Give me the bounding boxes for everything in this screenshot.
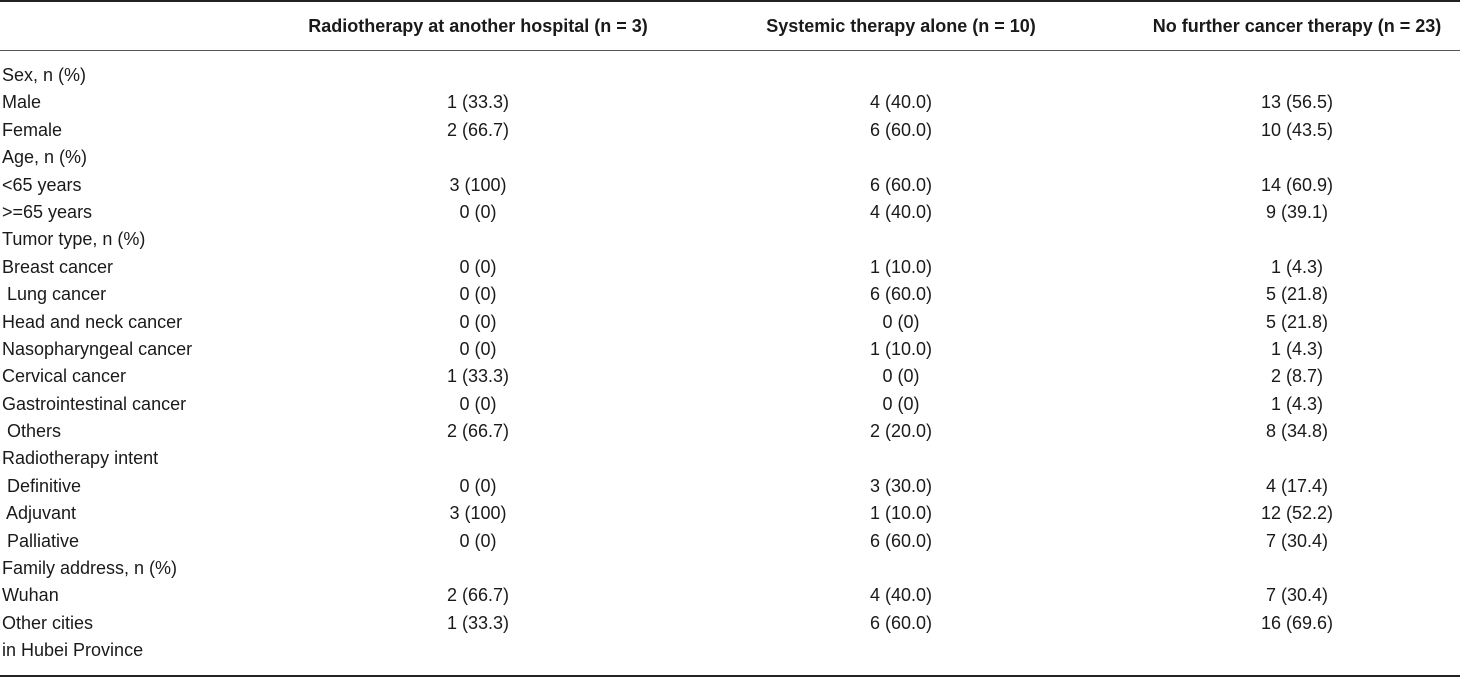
row-label: Breast cancer	[2, 256, 114, 277]
table-cell: 1 (10.0)	[869, 503, 933, 524]
table-row	[0, 418, 1460, 445]
table-cell: 0 (0)	[459, 338, 497, 359]
row-label: Age, n (%)	[2, 147, 88, 168]
table-cell: 8 (34.8)	[1265, 421, 1329, 442]
row-label: Adjuvant	[2, 503, 77, 524]
table-cell: 1 (10.0)	[869, 338, 933, 359]
table-cell: 4 (40.0)	[869, 585, 933, 606]
table-cell: 2 (20.0)	[869, 421, 933, 442]
table-cell: 1 (4.3)	[1270, 393, 1324, 414]
table-cell: 5 (21.8)	[1265, 284, 1329, 305]
table-row	[0, 473, 1460, 500]
table-cell: 2 (66.7)	[446, 585, 510, 606]
row-label: <65 years	[2, 174, 82, 195]
table-cell: 0 (0)	[459, 256, 497, 277]
table-row	[0, 336, 1460, 363]
column-header-no-further-therapy: No further cancer therapy (n = 23)	[1152, 16, 1442, 36]
table-cell: 10 (43.5)	[1260, 119, 1334, 140]
table-row	[0, 62, 1460, 89]
table-body	[0, 62, 1460, 665]
table-row	[0, 445, 1460, 472]
row-label: Family address, n (%)	[2, 558, 178, 579]
table-row	[0, 391, 1460, 418]
table-cell: 6 (60.0)	[869, 530, 933, 551]
table-cell: 2 (66.7)	[446, 421, 510, 442]
table-row	[0, 172, 1460, 199]
table-cell: 0 (0)	[882, 393, 920, 414]
table-cell: 5 (21.8)	[1265, 311, 1329, 332]
row-label: Gastrointestinal cancer	[2, 393, 187, 414]
table-cell: 6 (60.0)	[869, 284, 933, 305]
table-row	[0, 500, 1460, 527]
row-label: Wuhan	[2, 585, 59, 606]
row-label: Male	[2, 92, 42, 113]
row-label: Definitive	[2, 475, 82, 496]
table-cell: 3 (30.0)	[869, 475, 933, 496]
table-cell: 1 (33.3)	[446, 612, 510, 633]
table-row	[0, 555, 1460, 582]
table-cell: 7 (30.4)	[1265, 585, 1329, 606]
table-row	[0, 144, 1460, 171]
table-row	[0, 117, 1460, 144]
row-label: >=65 years	[2, 201, 93, 222]
table-cell: 0 (0)	[459, 311, 497, 332]
table-cell: 6 (60.0)	[869, 612, 933, 633]
table-cell: 1 (33.3)	[446, 92, 510, 113]
row-label: Cervical cancer	[2, 366, 127, 387]
table-cell: 14 (60.9)	[1260, 174, 1334, 195]
table-cell: 0 (0)	[882, 311, 920, 332]
table-row	[0, 199, 1460, 226]
row-label: Nasopharyngeal cancer	[2, 338, 193, 359]
table-row	[0, 582, 1460, 609]
table-row	[0, 528, 1460, 555]
table-cell: 6 (60.0)	[869, 119, 933, 140]
table-cell: 16 (69.6)	[1260, 612, 1334, 633]
table-cell: 0 (0)	[882, 366, 920, 387]
table-cell: 3 (100)	[449, 174, 507, 195]
row-label: Other cities in Hubei Province	[2, 612, 144, 661]
table-cell: 4 (40.0)	[869, 201, 933, 222]
row-label: Tumor type, n (%)	[2, 229, 146, 250]
table-header-row	[0, 0, 1460, 50]
table-cell: 13 (56.5)	[1260, 92, 1334, 113]
table-row	[0, 89, 1460, 116]
column-header-radiotherapy-other-hospital: Radiotherapy at another hospital (n = 3)	[308, 16, 648, 36]
table-cell: 0 (0)	[459, 393, 497, 414]
table-row	[0, 281, 1460, 308]
table-cell: 0 (0)	[459, 201, 497, 222]
row-label: Others	[2, 421, 62, 442]
table-cell: 0 (0)	[459, 284, 497, 305]
table-cell: 0 (0)	[459, 530, 497, 551]
table-cell: 2 (66.7)	[446, 119, 510, 140]
column-header-systemic-therapy-alone: Systemic therapy alone (n = 10)	[766, 16, 1036, 36]
table-row	[0, 363, 1460, 390]
header-rule	[0, 50, 1460, 51]
table-cell: 6 (60.0)	[869, 174, 933, 195]
row-label: Radiotherapy intent	[2, 448, 159, 469]
table-cell: 12 (52.2)	[1260, 503, 1334, 524]
table-cell: 7 (30.4)	[1265, 530, 1329, 551]
table-cell: 1 (10.0)	[869, 256, 933, 277]
table-cell: 9 (39.1)	[1265, 201, 1329, 222]
table-row	[0, 610, 1460, 665]
row-label: Female	[2, 119, 63, 140]
row-label: Head and neck cancer	[2, 311, 183, 332]
table-row	[0, 254, 1460, 281]
row-label: Palliative	[2, 530, 80, 551]
table-cell: 1 (4.3)	[1270, 338, 1324, 359]
table-cell: 1 (33.3)	[446, 366, 510, 387]
table-cell: 2 (8.7)	[1270, 366, 1324, 387]
table-cell: 3 (100)	[449, 503, 507, 524]
table-row	[0, 309, 1460, 336]
table-cell: 1 (4.3)	[1270, 256, 1324, 277]
table-cell: 4 (17.4)	[1265, 475, 1329, 496]
row-label: Lung cancer	[2, 284, 107, 305]
table-cell: 0 (0)	[459, 475, 497, 496]
table-cell: 4 (40.0)	[869, 92, 933, 113]
table-row	[0, 226, 1460, 253]
row-label: Sex, n (%)	[2, 65, 87, 85]
